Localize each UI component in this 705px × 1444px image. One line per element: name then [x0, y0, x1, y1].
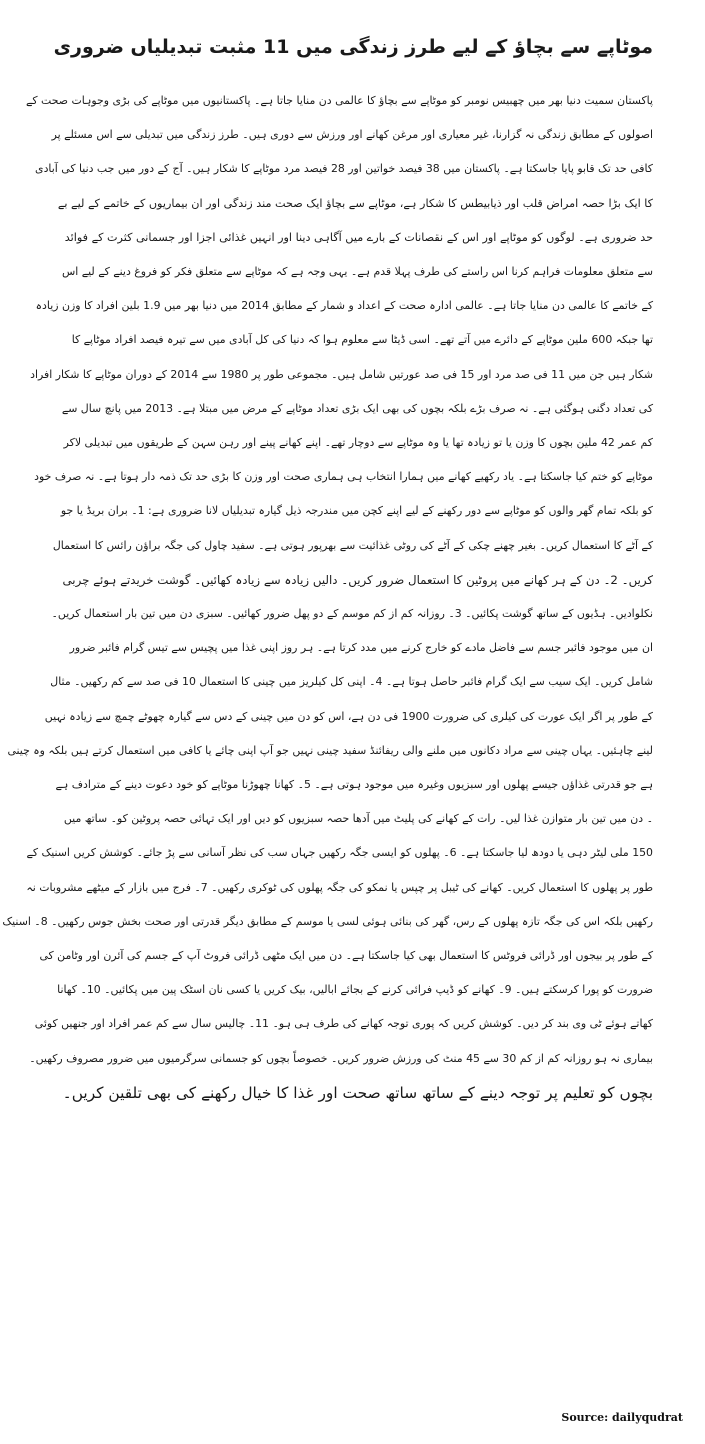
article-line: کافی حد تک قابو پایا جاسکتا ہے۔ پاکستان میں 38 فیصد خواتین اور 28 فیصد مرد موٹاپے کا شکار ہیں۔ آج کے دور میں جب دنیا کی آبادی: [35, 162, 653, 176]
article-line: کے طور پر بیجوں اور ڈرائی فروٹس کا استعمال بھی کیا جاسکتا ہے۔ دن میں ایک مٹھی ڈرائی فروٹ آپ کے جسم کی آئرن اور وٹامن کی: [39, 949, 653, 963]
article-line: سے متعلق معلومات فراہم کرنا اس راستے کی طرف پہلا قدم ہے۔ یہی وجہ ہے کہ موٹاپے سے متعلق فکر کو فروغ دینے کے لیے اس: [61, 265, 653, 279]
article-line: کم عمر 42 ملین بچوں کا وزن یا تو زیادہ تھا یا وہ موٹاپے سے دوچار تھے۔ اپنے کھانے پینے اور رہن سہن کے طریقوں میں تبدیلی لاکر: [63, 436, 653, 450]
article-line: ہے جو قدرتی غذاؤں جیسے پھلوں اور سبزیوں وغیرہ میں موجود ہوتی ہے۔ 5۔ کھانا چھوڑنا موٹاپے کو خود دعوت دینے کے مترادف ہے: [55, 778, 653, 792]
article-line: شامل کریں۔ ایک سیب سے ایک گرام فائبر حاصل ہوتا ہے۔ 4۔ اپنی کل کیلریز میں چینی کا استعمال 10 فی صد سے کم رکھیں۔ مثال: [50, 675, 653, 689]
article-line: ۔ دن میں تین بار متوازن غذا لیں۔ رات کے کھانے کی پلیٹ میں آدھا حصہ سبزیوں کو دیں اور ایک تہائی حصہ پروٹین کو۔ ساتھ میں: [63, 812, 653, 826]
article-line: بچوں کو تعلیم پر توجہ دینے کے ساتھ ساتھ صحت اور غذا کا خیال رکھنے کی بھی تلقین کریں۔: [62, 1083, 653, 1102]
article-line: رکھیں بلکہ اس کی جگہ تازہ پھلوں کے رس، گھر کی بنائی ہوئی لسی یا موسم کے مطابق دیگر قدرتی اور صحت بخش جوس رکھیں۔ 8۔ اسنیک: [2, 914, 653, 928]
article-line: موٹاپے کو ختم کیا جاسکتا ہے۔ یاد رکھیے کھانے میں ہمارا انتخاب ہی ہماری صحت اور وزن کا بڑی حد تک ذمہ دار ہوتا ہے۔ نہ صرف خود: [34, 470, 653, 484]
article-body: [2, 84, 653, 1110]
article-line: کا ایک بڑا حصہ امراض قلب اور ذیابیطس کا شکار ہے، موٹاپے سے بچاؤ ایک صحت مند زندگی اور ان بیماریوں کے خاتمے کے لیے بے: [57, 196, 653, 210]
article-line: کھاتے ہوئے ٹی وی بند کر دیں۔ کوشش کریں کہ پوری توجہ کھانے کی طرف ہی ہو۔ 11۔ چالیس سال سے کم عمر افراد اور جنھیں کوئی: [34, 1017, 653, 1031]
article-line: حد ضروری ہے۔ لوگوں کو موٹاپے اور اس کے نقصانات کے بارے میں آگاہی دینا اور انہیں غذائی اجزا اور جسمانی کثرت کے فوائد: [64, 230, 653, 244]
article-line: تھا جبکہ 600 ملین موٹاپے کے دائرے میں آتے تھے۔ اسی ڈیٹا سے معلوم ہوا کہ دنیا کی کل آبادی میں سے تیرہ فیصد افراد موٹاپے کا: [71, 333, 653, 347]
article-line: کریں۔ 2۔ دن کے ہر کھانے میں پروٹین کا استعمال ضرور کریں۔ دالیں زیادہ سے زیادہ کھائیں۔ گوشت خریدتے ہوئے چربی: [62, 572, 653, 587]
source-credit: Source: dailyqudrat: [561, 1411, 683, 1424]
article-line: بیماری نہ ہو روزانہ کم از کم 30 سے 45 منٹ کی ورزش ضرور کریں۔ خصوصاً بچوں کو جسمانی سرگرمیوں میں ضرور مصروف رکھیں۔: [29, 1051, 653, 1065]
article-line: کے طور پر اگر ایک عورت کی کیلری کی ضرورت 1900 فی دن ہے، اس کو دن میں چینی کے دس سے گیارہ چھوٹے چمچ سے زیادہ نہیں: [44, 709, 653, 723]
article-line: ان میں موجود فائبر جسم سے فاضل مادے کو خارج کرنے میں مدد کرتا ہے۔ ہر روز اپنی غذا میں پچیس سے تیس گرام فائبر ضرور: [69, 641, 653, 655]
article-line: ضرورت کو پورا کرسکتے ہیں۔ 9۔ کھانے کو ڈیپ فرائی کرنے کے بجائے ابالیں، بیک کریں یا کسی نان اسٹک پین میں پکائیں۔ 10۔ کھانا: [57, 983, 653, 997]
article-line: پاکستان سمیت دنیا بھر میں چھبیس نومبر کو موٹاپے سے بچاؤ کا عالمی دن منایا جاتا ہے۔ پاکستانیوں میں موٹاپے کی بڑی وجوہات صحت کے: [25, 94, 653, 107]
article-line: کو بلکہ تمام گھر والوں کو موٹاپے سے دور رکھنے کے لیے اپنے کچن میں مندرجہ ذیل گیارہ تبدیلیاں لانا ضروری ہے: 1۔ بران بریڈ یا جو: [60, 504, 653, 518]
article-line: کے خاتمے کا عالمی دن منایا جاتا ہے۔ عالمی ادارہ صحت کے اعداد و شمار کے مطابق 2014 میں دنیا بھر میں 1.9 بلین افراد کا وزن زیادہ: [35, 299, 653, 313]
article-title: موٹاپے سے بچاؤ کے لیے طرز زندگی میں 11 مثبت تبدیلیاں ضروری: [53, 36, 653, 58]
article-line: اصولوں کے مطابق زندگی نہ گزارنا، غیر معیاری اور مرغن کھانے اور ورزش سے دوری ہیں۔ طرز زندگی میں تبدیلی سے اس مسئلے پر: [51, 128, 653, 142]
article-line: لینے چاہئیں۔ یہاں چینی سے مراد دکانوں میں ملنے والی ریفائنڈ سفید چینی نہیں جو آپ اپنی چائے یا کافی میں استعمال کرتے ہیں بلکہ وہ چینی: [7, 743, 653, 757]
article-line: شکار ہیں جن میں 11 فی صد مرد اور 15 فی صد عورتیں شامل ہیں۔ مجموعی طور پر 1980 سے 2014 کے دوران موٹاپے کا شکار افراد: [30, 367, 653, 381]
article-line: نکلوادیں۔ ہڈیوں کے ساتھ گوشت پکائیں۔ 3۔ روزانہ کم از کم موسم کے دو پھل ضرور کھائیں۔ سبزی دن میں تین بار استعمال کریں۔: [51, 607, 653, 621]
article-line: کی تعداد دگنی ہوگئی ہے۔ نہ صرف بڑے بلکہ بچوں کی بھی ایک بڑی تعداد موٹاپے کے مرض میں مبتلا ہے۔ 2013 میں پانچ سال سے: [61, 401, 653, 415]
article-line: طور پر پھلوں کا استعمال کریں۔ کھانے کی ٹیبل پر چپس یا نمکو کی جگہ پھلوں کی ٹوکری رکھیں۔ 7۔ فرج میں بازار کے میٹھے مشروبات نہ: [26, 880, 653, 894]
article-line: کے آٹے کا استعمال کریں۔ بغیر چھنے چکی کے آٹے کی روٹی غذائیت سے بھرپور ہوتی ہے۔ سفید چاول کی جگہ براؤن رائس کا استعمال: [52, 538, 653, 552]
article-line: 150 ملی لیٹر دہی یا دودھ لیا جاسکتا ہے۔ 6۔ پھلوں کو ایسی جگہ رکھیں جہاں سب کی نظر آسانی سے پڑ جائے۔ کوشش کریں اسنیک کے: [26, 846, 653, 860]
